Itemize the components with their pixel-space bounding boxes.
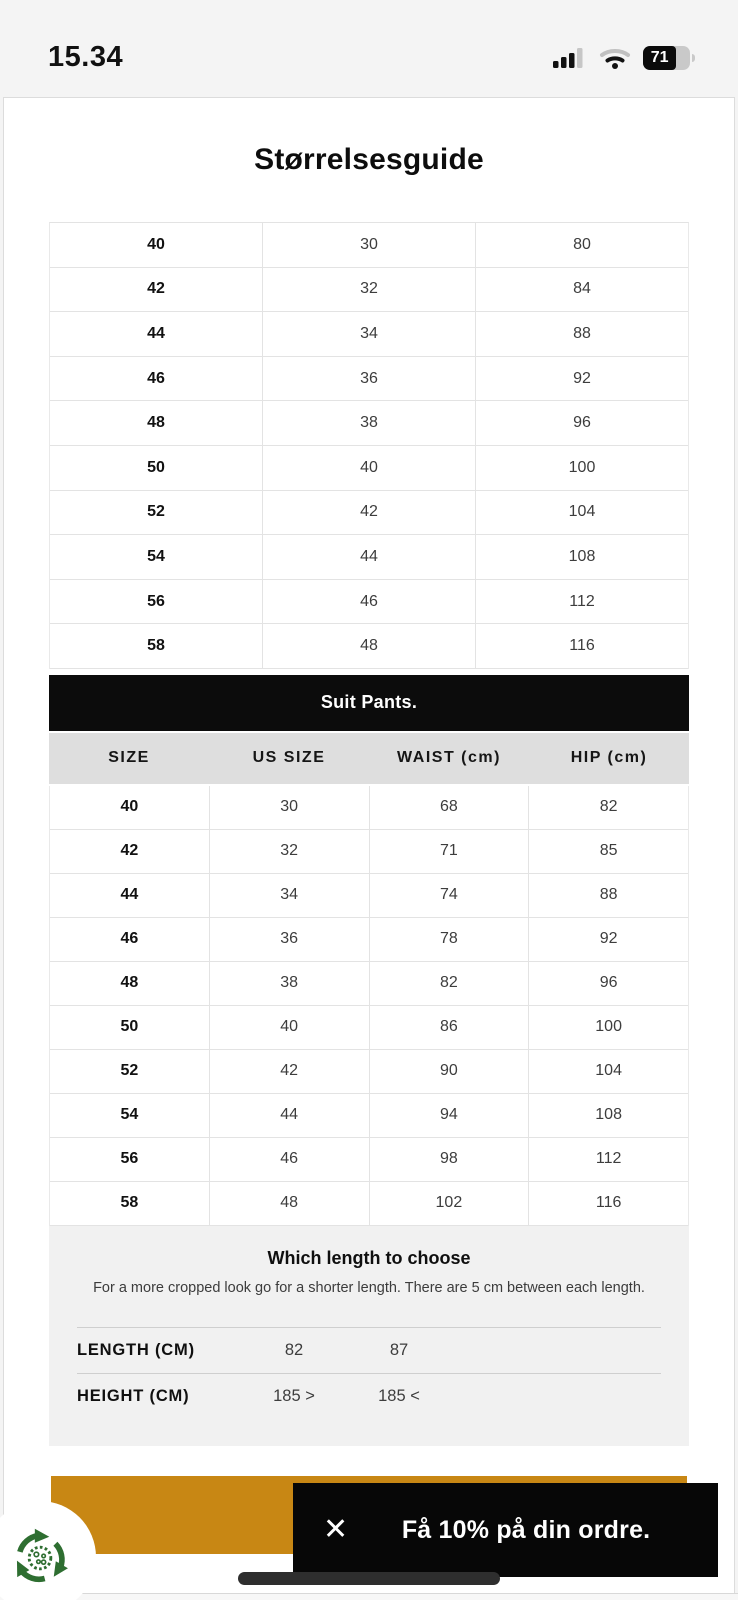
- table-row: [50, 1006, 688, 1050]
- table-cell: 36: [209, 918, 369, 961]
- table-cell: 94: [369, 1094, 529, 1137]
- table-cell: 58: [120, 1194, 139, 1212]
- length-guide-description: For a more cropped look go for a shorter length. There are 5 cm between each length.: [93, 1279, 645, 1296]
- table-cell: 56: [147, 592, 165, 610]
- battery-cap: [692, 54, 696, 62]
- table-row: [50, 580, 688, 625]
- table-row: [50, 1138, 688, 1182]
- table-cell: 78: [369, 918, 529, 961]
- table-cell: 44: [209, 1094, 369, 1137]
- length-row-value: 185 >: [273, 1386, 315, 1405]
- size-guide-card: [3, 97, 735, 1600]
- table-row: [50, 624, 688, 669]
- home-indicator[interactable]: [238, 1572, 500, 1585]
- table-cell: 116: [528, 1182, 688, 1225]
- table-row: [50, 535, 688, 580]
- discount-toast[interactable]: [293, 1483, 718, 1577]
- column-header-hip: HIP (cm): [570, 749, 648, 767]
- table-cell: 48: [209, 1182, 369, 1225]
- length-table-row: [77, 1373, 661, 1419]
- column-header-waist: WAIST (cm): [397, 749, 501, 767]
- length-row-value: 185 <: [378, 1386, 420, 1405]
- table-cell: 108: [528, 1094, 688, 1137]
- table-header-row: [49, 733, 689, 784]
- length-row-value: 87: [389, 1340, 409, 1359]
- status-icons: [553, 46, 690, 70]
- table-row: [50, 874, 688, 918]
- length-row-label: LENGTH (CM): [77, 1340, 195, 1359]
- table-row: [50, 918, 688, 962]
- toast-message: Få 10% på din ordre.: [401, 1515, 651, 1544]
- battery-icon: [643, 46, 690, 70]
- table-cell: 50: [147, 458, 165, 476]
- table-cell: 40: [120, 798, 139, 816]
- table-cell: 50: [120, 1018, 139, 1036]
- table-row: [50, 268, 688, 313]
- table-row: [50, 312, 688, 357]
- table-cell: 40: [262, 446, 475, 490]
- table-row: [50, 962, 688, 1006]
- column-header-size: SIZE: [108, 749, 150, 767]
- table-row: [50, 830, 688, 874]
- table-cell: 42: [262, 491, 475, 535]
- table-cell: 112: [475, 580, 688, 624]
- table-cell: 100: [528, 1006, 688, 1049]
- table-row: [50, 1050, 688, 1094]
- table-row: [50, 1182, 688, 1226]
- table-cell: 88: [475, 312, 688, 356]
- length-table: [77, 1327, 661, 1419]
- table-cell: 96: [475, 401, 688, 445]
- table-cell: 104: [475, 491, 688, 535]
- table-cell: 102: [369, 1182, 529, 1225]
- table-cell: 108: [475, 535, 688, 579]
- recycle-icon: [7, 1524, 73, 1590]
- cellular-signal-icon: [553, 46, 587, 70]
- table-cell: 30: [209, 786, 369, 829]
- table-cell: 42: [147, 280, 165, 298]
- table-row: [50, 491, 688, 536]
- table-cell: 92: [475, 357, 688, 401]
- table-cell: 34: [262, 312, 475, 356]
- table-cell: 86: [369, 1006, 529, 1049]
- table-cell: 48: [120, 974, 139, 992]
- table-row: [50, 357, 688, 402]
- table-cell: 80: [475, 223, 688, 267]
- battery-percent: 71: [650, 48, 669, 66]
- table-cell: 68: [369, 786, 529, 829]
- table-cell: 84: [475, 268, 688, 312]
- table-cell: 71: [369, 830, 529, 873]
- table-cell: 44: [120, 886, 139, 904]
- table-cell: 46: [209, 1138, 369, 1181]
- table-cell: 116: [475, 624, 688, 668]
- size-table-top: [49, 222, 689, 669]
- table-cell: 40: [209, 1006, 369, 1049]
- status-time: 15.34: [48, 41, 124, 73]
- next-card-edge: [0, 1593, 738, 1600]
- table-cell: 44: [147, 324, 165, 342]
- table-cell: 32: [209, 830, 369, 873]
- table-cell: 42: [209, 1050, 369, 1093]
- table-cell: 42: [120, 842, 139, 860]
- table-cell: 100: [475, 446, 688, 490]
- table-cell: 88: [528, 874, 688, 917]
- table-cell: 112: [528, 1138, 688, 1181]
- table-row: [50, 401, 688, 446]
- suit-pants-banner-label: Suit Pants.: [320, 692, 418, 713]
- suit-pants-banner: [49, 675, 689, 731]
- status-bar: [0, 0, 738, 97]
- table-cell: 85: [528, 830, 688, 873]
- table-cell: 92: [528, 918, 688, 961]
- table-cell: 54: [120, 1106, 139, 1124]
- table-cell: 52: [120, 1062, 139, 1080]
- table-cell: 30: [262, 223, 475, 267]
- table-row: [50, 786, 688, 830]
- page-title: Størrelsesguide: [254, 143, 484, 176]
- column-header-us-size: US SIZE: [252, 749, 326, 767]
- table-cell: 104: [528, 1050, 688, 1093]
- length-row-label: HEIGHT (CM): [77, 1386, 190, 1405]
- table-cell: 82: [369, 962, 529, 1005]
- battery-fill: [643, 46, 676, 70]
- table-row: [50, 1094, 688, 1138]
- table-cell: 46: [120, 930, 139, 948]
- table-cell: 38: [262, 401, 475, 445]
- table-cell: 56: [120, 1150, 139, 1168]
- table-cell: 34: [209, 874, 369, 917]
- close-icon[interactable]: ✕: [323, 1513, 349, 1546]
- table-cell: 38: [209, 962, 369, 1005]
- table-row: [50, 223, 688, 268]
- table-cell: 40: [147, 235, 165, 253]
- table-cell: 96: [528, 962, 688, 1005]
- table-cell: 46: [147, 369, 165, 387]
- table-cell: 74: [369, 874, 529, 917]
- table-cell: 54: [147, 547, 165, 565]
- wifi-icon: [599, 46, 631, 70]
- table-cell: 98: [369, 1138, 529, 1181]
- length-row-value: 82: [284, 1340, 304, 1359]
- table-cell: 32: [262, 268, 475, 312]
- length-guide-section: [49, 1226, 689, 1446]
- table-cell: 52: [147, 503, 165, 521]
- table-row: [50, 446, 688, 491]
- table-cell: 82: [528, 786, 688, 829]
- table-cell: 46: [262, 580, 475, 624]
- table-cell: 48: [147, 414, 165, 432]
- suit-pants-table: [49, 786, 689, 1226]
- table-cell: 44: [262, 535, 475, 579]
- table-cell: 48: [262, 624, 475, 668]
- length-guide-title: Which length to choose: [267, 1247, 471, 1268]
- table-cell: 90: [369, 1050, 529, 1093]
- table-cell: 58: [147, 637, 165, 655]
- length-table-row: [77, 1327, 661, 1373]
- table-cell: 36: [262, 357, 475, 401]
